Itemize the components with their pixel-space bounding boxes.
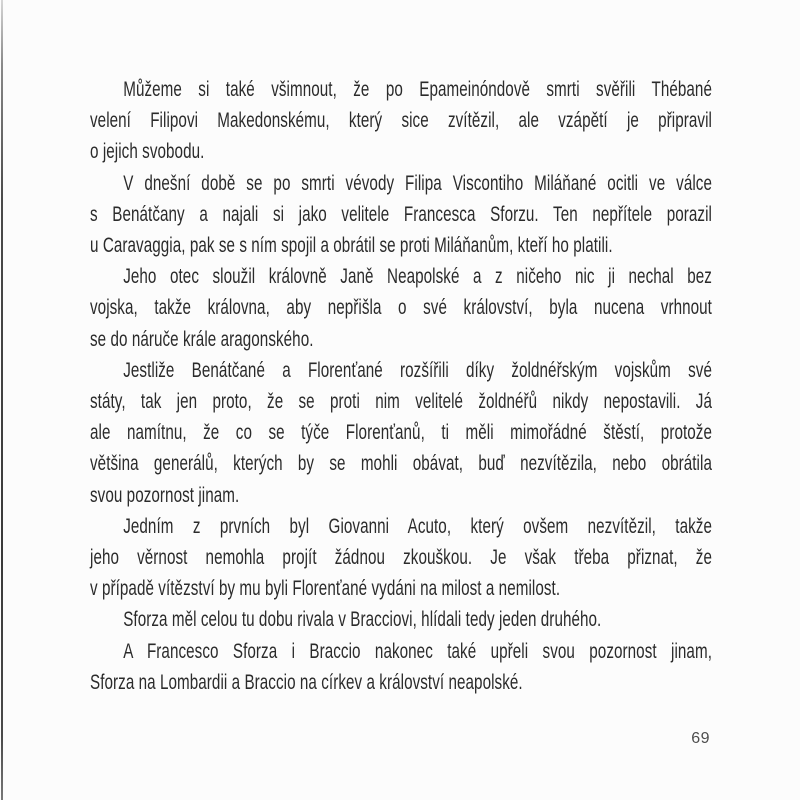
page-body — [90, 74, 712, 698]
text-line: Jeho otec sloužil královně Janě Neapolské a z ničeho nic ji nechal bez — [123, 264, 712, 289]
text-line: Jestliže Benátčané a Florenťané rozšířili díky žoldnéřským vojskům své — [123, 357, 712, 382]
text-line: s Benátčany a najali si jako velitele Francesca Sforzu. Ten nepřítele porazil — [90, 201, 712, 226]
text-line: jeho věrnost nemohla projít žádnou zkouškou. Je však třeba přiznat, že — [90, 545, 712, 570]
text-line: velení Filipovi Makedonskému, který sice zvítězil, ale vzápětí je připravil — [90, 108, 712, 133]
text-line: většina generálů, kterých by se mohli obávat, buď nezvítězila, nebo obrátila — [90, 451, 712, 476]
text-line: o jejich svobodu. — [90, 139, 205, 164]
text-line: Sforza měl celou tu dobu rivala v Bracciovi, hlídali tedy jeden druhého. — [123, 607, 602, 632]
text-line: A Francesco Sforza i Braccio nakonec také upřeli svou pozornost jinam, — [123, 638, 712, 663]
text-line: v případě vítězství by mu byli Florenťané vydáni na milost a nemilost. — [90, 576, 561, 601]
scan-edge-line — [1, 0, 3, 800]
text-line: V dnešní době se po smrti vévody Filipa Viscontiho Miláňané ocitli ve válce — [123, 170, 712, 195]
text-line: ale namítnu, že co se týče Florenťanů, ti měli mimořádné štěstí, protože — [90, 420, 712, 445]
text-line: Jedním z prvních byl Giovanni Acuto, který ovšem nezvítězil, takže — [123, 513, 712, 538]
text-line: Sforza na Lombardii a Braccio na církev a království neapolské. — [90, 669, 523, 694]
text-line: vojska, takže královna, aby nepřišla o své království, byla nucena vrhnout — [90, 295, 712, 320]
text-line: u Caravaggia, pak se s ním spojil a obrátil se proti Miláňanům, kteří ho platili. — [90, 233, 613, 258]
text-line: Můžeme si také všimnout, že po Epameinóndově smrti svěřili Thébané — [123, 77, 712, 101]
text-line: státy, tak jen proto, že se proti nim velitelé žoldnéřů nikdy nepostavili. Já — [90, 389, 712, 414]
page-number: 69 — [691, 730, 710, 747]
text-line: se do náruče krále aragonského. — [90, 326, 314, 351]
text-line: svou pozornost jinam. — [90, 482, 240, 507]
